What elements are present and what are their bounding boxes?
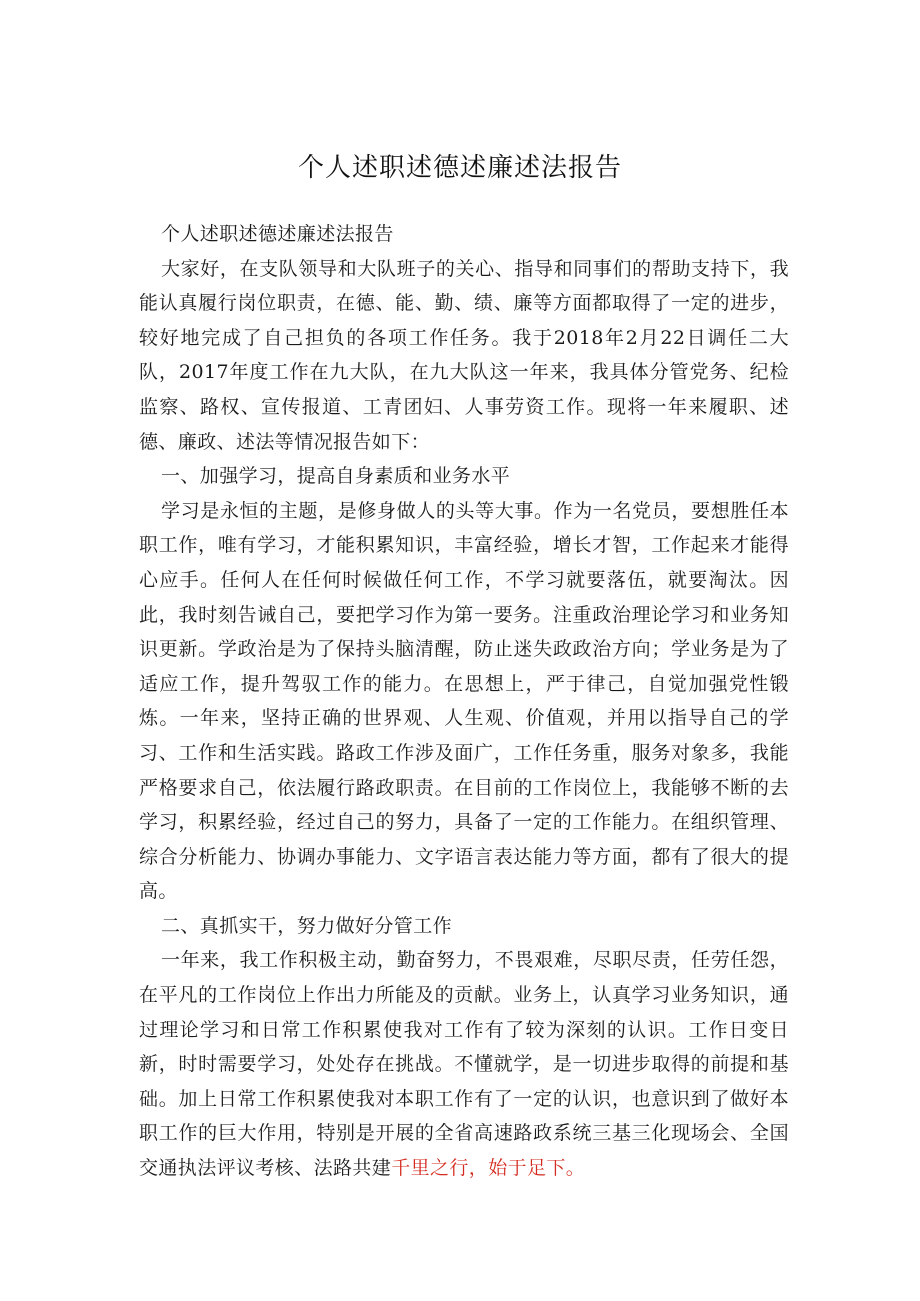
work-paragraph — [139, 943, 789, 1185]
section-heading-2: 二、真抓实干，努力做好分管工作 — [161, 914, 453, 937]
section-heading-1: 一、加强学习，提高自身素质和业务水平 — [161, 465, 511, 488]
document-body — [139, 217, 789, 1186]
highlight-text: 千里之行，始于足下。 — [391, 1157, 586, 1180]
intro-paragraph: 大家好，在支队领导和大队班子的关心、指导和同事们的帮助支持下，我能认真履行岗位职责，在德、能、勤、绩、廉等方面都取得了一定的进步，较好地完成了自己担负的各项工作任务。我于2018年2月22日调任二大队，2017年度工作在九大队，在九大队这一年来，我具体分管党务、纪检监察、路权、宣传报道、工青团妇、人事劳资工作。现将一年来履职、述德、廉政、述法等情况报告如下： — [139, 257, 789, 453]
study-paragraph: 学习是永恒的主题，是修身做人的头等大事。作为一名党员，要想胜任本职工作，唯有学习，才能积累知识，丰富经验，增长才智，工作起来才能得心应手。任何人在任何时候做任何工作，不学习就要落伍，就要淘汰。因此，我时刻告诫自己，要把学习作为第一要务。注重政治理论学习和业务知识更新。学政治是为了保持头脑清醒，防止迷失政政治方向；学业务是为了适应工作，提升驾驭工作的能力。在思想上，严于律己，自觉加强党性锻炼。一年来，坚持正确的世界观、人生观、价值观，并用以指导自己的学习、工作和生活实践。路政工作涉及面广，工作任务重，服务对象多，我能严格要求自己，依法履行路政职责。在目前的工作岗位上，我能够不断的去学习，积累经验，经过自己的努力，具备了一定的工作能力。在组织管理、综合分析能力、协调办事能力、文字语言表达能力等方面，都有了很大的提高。 — [139, 499, 789, 903]
work-paragraph-text: 一年来，我工作积极主动，勤奋努力，不畏艰难，尽职尽责，任劳任怨，在平凡的工作岗位上作出力所能及的贡献。业务上，认真学习业务知识，通过理论学习和日常工作积累使我对工作有了较为深刻的认识。工作日变日新，时时需要学习，处处存在挑战。不懂就学，是一切进步取得的前提和基础。加上日常工作积累使我对本职工作有了一定的认识，也意识到了做好本职工作的巨大作用，特别是开展的全省高速路政系统三基三化现场会、全国交通执法评议考核、法路共建 — [139, 949, 789, 1180]
document-title: 个人述职述德述廉述法报告 — [297, 153, 622, 183]
subtitle-paragraph: 个人述职述德述廉述法报告 — [161, 223, 394, 245]
